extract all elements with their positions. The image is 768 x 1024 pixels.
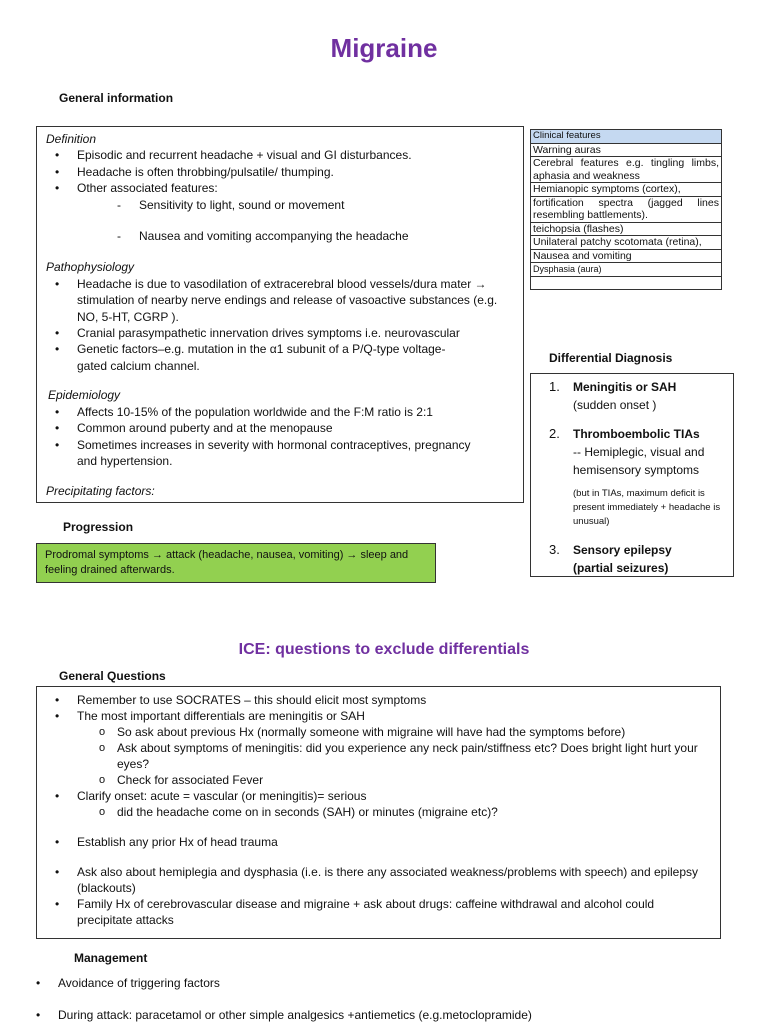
list-item: • Family Hx of cerebrovascular disease and migraine + ask about drugs: caffeine withdrawal and alcohol could precipitate attacks — [37, 896, 708, 928]
epidemiology-list — [46, 404, 523, 470]
item-number: 3. — [549, 542, 560, 557]
item-number: 1. — [549, 379, 560, 394]
general-info-heading: General information — [59, 91, 174, 105]
sub-item: o Check for associated Fever — [37, 772, 708, 788]
progression-heading: Progression — [63, 520, 134, 534]
page-title: Migraine — [330, 33, 438, 63]
epidemiology-label: Epidemiology — [48, 388, 121, 403]
item-title: Meningitis or SAH — [573, 380, 677, 394]
item-note: (but in TIAs, maximum deficit is present immediately + headache is unusual) — [573, 488, 721, 527]
table-row: Nausea and vomiting — [531, 249, 722, 263]
list-item: • Clarify onset: acute = vascular (or meningitis)= serious — [37, 788, 708, 804]
differential-box — [530, 373, 734, 577]
list-item: • Other associated features: — [37, 180, 523, 196]
list-item: • Avoidance of triggering factors — [36, 976, 220, 990]
list-item: • Episodic and recurrent headache + visual and GI disturbances. — [37, 147, 523, 163]
differential-item — [531, 378, 733, 414]
sub-item: o Ask about symptoms of meningitis: did you experience any neck pain/stiffness etc? Does bright light hurt your eyes? — [37, 740, 708, 772]
pathophysiology-list — [46, 276, 523, 374]
differential-heading: Differential Diagnosis — [549, 351, 673, 365]
item-number: 2. — [549, 426, 560, 441]
list-item: • Remember to use SOCRATES – this should elicit most symptoms — [37, 692, 708, 708]
table-row: Cerebral features e.g. tingling limbs, aphasia and weakness — [531, 157, 722, 183]
list-item: • Ask also about hemiplegia and dysphasia (i.e. is there any associated weakness/problems with speech) and epilepsy (blackouts) — [37, 864, 708, 896]
table-row: Dysphasia (aura) — [531, 263, 722, 277]
list-item: • The most important differentials are meningitis or SAH — [37, 708, 708, 724]
item-detail: (sudden onset ) — [573, 398, 657, 412]
list-item: • Affects 10-15% of the population worldwide and the F:M ratio is 2:1 — [37, 404, 473, 420]
list-item: • Common around puberty and at the menopause — [37, 420, 473, 436]
general-info-box — [36, 126, 524, 503]
ice-heading: ICE: questions to exclude differentials — [238, 641, 530, 658]
table-header: Clinical features — [531, 130, 722, 144]
general-questions-heading: General Questions — [59, 669, 166, 683]
precipitating-label: Precipitating factors: — [46, 484, 155, 499]
table-row: Hemianopic symptoms (cortex), — [531, 183, 722, 197]
list-item: • Genetic factors–e.g. mutation in the α1 subunit of a P/Q-type voltage-gated calcium channel. — [37, 341, 511, 374]
item-detail: (partial seizures) — [573, 561, 669, 575]
list-item: • Sometimes increases in severity with hormonal contraceptives, pregnancy and hypertension. — [37, 437, 473, 470]
ice-questions-box — [36, 686, 721, 939]
management-heading: Management — [74, 951, 148, 965]
table-row — [531, 276, 722, 289]
item-title: Sensory epilepsy — [573, 543, 672, 557]
table-row: Unilateral patchy scotomata (retina), — [531, 236, 722, 250]
sub-item: o did the headache come on in seconds (SAH) or minutes (migraine etc)? — [37, 804, 708, 820]
differential-item — [531, 425, 733, 529]
table-row: teichopsia (flashes) — [531, 222, 722, 236]
sub-item: - Sensitivity to light, sound or movement — [37, 197, 523, 213]
list-item: • During attack: paracetamol or other simple analgesics +antiemetics (e.g.metoclopramide) — [36, 1008, 532, 1022]
table-row: fortification spectra (jagged lines resembling battlements). — [531, 196, 722, 222]
table-row: Warning auras — [531, 143, 722, 157]
progression-box: Prodromal symptoms → attack (headache, nausea, vomiting) → sleep and feeling drained afterwards. — [36, 543, 436, 583]
list-item: • Headache is due to vasodilation of extracerebral blood vessels/dura mater → stimulation of nearby nerve endings and release of vasoactive substances (e.g. NO, 5-HT, CGRP ). — [37, 276, 511, 325]
definition-label: Definition — [46, 132, 97, 146]
differential-item — [531, 541, 733, 577]
clinical-features-table — [530, 129, 722, 290]
sub-item: o So ask about previous Hx (normally someone with migraine will have had the symptoms before) — [37, 724, 708, 740]
pathophysiology-label: Pathophysiology — [46, 260, 135, 275]
list-item: • Establish any prior Hx of head trauma — [37, 834, 708, 850]
definition-list — [46, 147, 523, 196]
list-item: • Cranial parasympathetic innervation drives symptoms i.e. neurovascular — [37, 325, 511, 341]
sub-item: - Nausea and vomiting accompanying the headache — [37, 228, 523, 244]
item-detail: -- Hemiplegic, visual and hemisensory symptoms — [573, 445, 705, 477]
list-item: • Headache is often throbbing/pulsatile/ thumping. — [37, 164, 523, 180]
item-title: Thromboembolic TIAs — [573, 427, 700, 441]
